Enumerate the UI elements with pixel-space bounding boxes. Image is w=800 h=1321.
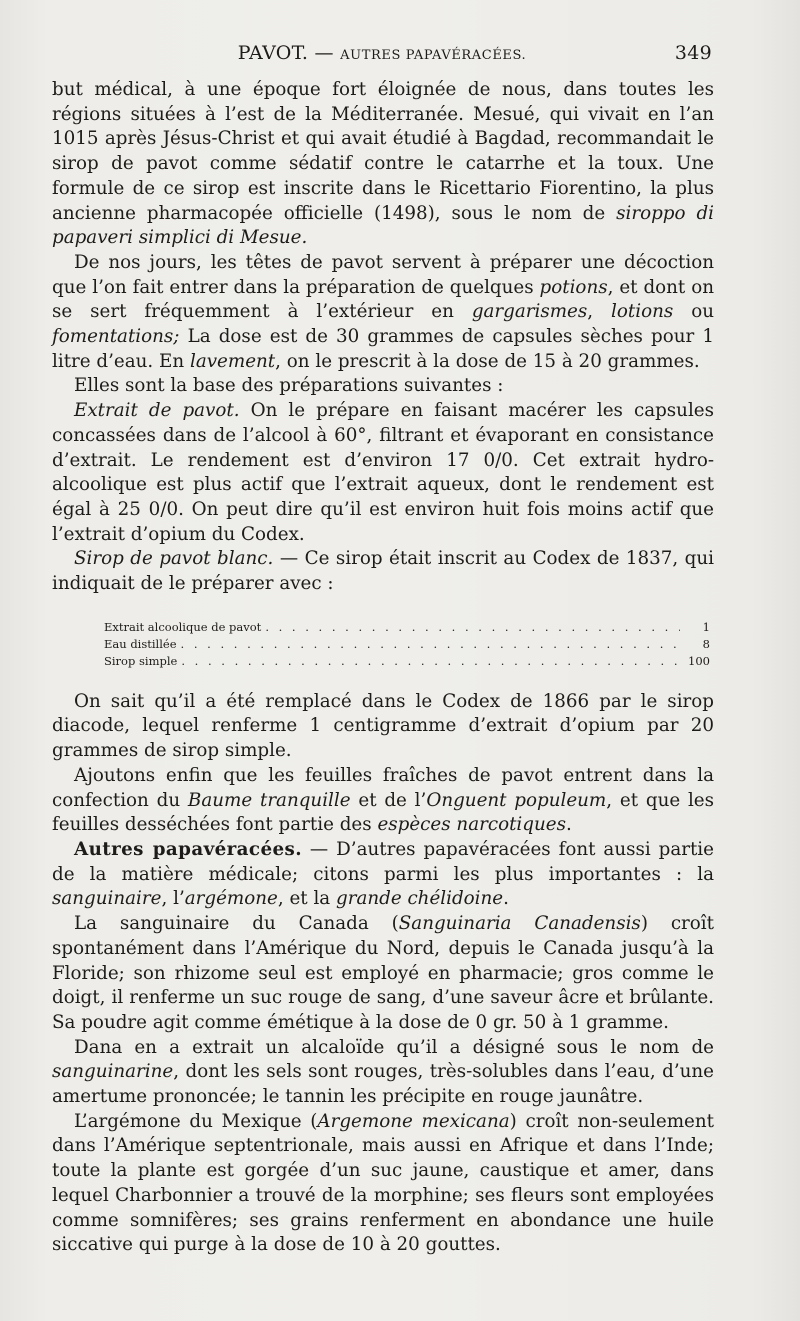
paragraph-argemone: L’argémone du Mexique (Argemone mexicana) croît non-seulement dans l’Amérique septentrionale, mais aussi en Afrique et dans l’Inde; toute la plante est gorgée d’un suc jaune, caustique et amer, dans lequel Charbonnier a trouvé de la morphine; ses fleurs sont employées comme somnifères; ses grains renferment en abondance une huile siccative qui purge à la dose de 10 à 20 gouttes. (52, 1110, 714, 1256)
dot-leader (181, 653, 680, 670)
dot-leader (181, 636, 680, 653)
paragraph-sanguinaire: La sanguinaire du Canada (Sanguinaria Canadensis) croît spontanément dans l’Amérique du Nord, depuis le Canada jusqu’à la Floride; son rhizome seul est employé en pharmacie; gros comme le doigt, il renferme un suc rouge de sang, d’une saveur âcre et brûlante. Sa poudre agit comme émétique à la dose de 0 gr. 50 à 1 gramme. (52, 913, 714, 1033)
recipe-row (104, 636, 710, 653)
running-title-sub: AUTRES PAPAVÉRACÉES. (340, 48, 527, 63)
paragraph-extrait-de-pavot: Extrait de pavot. On le prépare en faisant macérer les capsules concassées dans de l’alcool à 60°, filtrant et évaporant en consistance d’extrait. Le rendement est d’environ 17 0/0. Cet extrait hydro-alcoolique est plus actif que l’extrait aqueux, dont le rendement est égal à 25 0/0. On peut dire qu’il est environ huit fois moins actif que l’extrait d’opium du Codex. (52, 400, 714, 545)
paragraph-mesue: but médical, à une époque fort éloignée de nous, dans toutes les régions situées à l’est de la Méditerranée. Mesué, qui vivait en l’an 1015 après Jésus-Christ et qui avait étudié à Bagdad, recommandait le sirop de pavot comme sédatif contre le catarrhe et la toux. Une formule de ce sirop est inscrite dans le Ricettario Fiorentino, la plus ancienne pharmacopée officielle (1498), sous le nom de siroppo di papaveri simplici di Mesue. (52, 79, 715, 249)
recipe-quantity: 1 (702, 619, 710, 634)
recipe-row (104, 653, 710, 670)
recipe-quantity: 8 (702, 636, 710, 651)
section-heading: Autres papavéracées. (74, 838, 302, 860)
dot-leader (265, 619, 680, 636)
recipe-ingredient: Eau distillée (104, 636, 177, 651)
running-title (52, 42, 712, 64)
recipe-ingredient: Sirop simple (104, 653, 178, 668)
paragraph-feuilles: Ajoutons enfin que les feuilles fraîches de pavot entrent dans la confection du Baume tranquille et de l’Onguent populeum, et que les feuilles desséchées font partie des espèces narcotiques. (52, 764, 715, 836)
paragraph-preparations-intro: Elles sont la base des préparations suivantes : (74, 375, 504, 397)
running-title-main: PAVOT. — (237, 42, 334, 64)
page-body (52, 78, 714, 1258)
paragraph-codex-1866: On sait qu’il a été remplacé dans le Codex de 1866 par le sirop diacode, lequel renferme 1 centigramme d’extrait d’opium par 20 grammes de sirop simple. (52, 690, 714, 762)
paragraph-autres-papaveracees: Autres papavéracées. — D’autres papavéracées font aussi partie de la matière médicale; citons parmi les plus importantes : la sanguinaire, l’argémone, et la grande chélidoine. (52, 838, 714, 910)
recipe-row (104, 619, 710, 636)
running-header (52, 42, 712, 72)
recipe-quantity: 100 (688, 653, 710, 668)
recipe-table (104, 619, 710, 670)
page-number: 349 (674, 42, 712, 64)
paragraph-sirop-de-pavot: Sirop de pavot blanc. — Ce sirop était inscrit au Codex de 1837, qui indiquait de le préparer avec : (52, 548, 715, 595)
paragraph-sanguinarine: Dana en a extrait un alcaloïde qu’il a désigné sous le nom de sanguinarine, dont les sels sont rouges, très-solubles dans l’eau, d’une amertume prononcée; le tannin les précipite en rouge jaunâtre. (52, 1036, 714, 1108)
recipe-ingredient: Extrait alcoolique de pavot (104, 619, 262, 634)
paragraph-decoction: De nos jours, les têtes de pavot servent à préparer une décoction que l’on fait entrer dans la préparation de quelques potions, et dont on se sert fréquemment à l’extérieur en gargarismes, lotions ou fomentations; La dose est de 30 grammes de capsules sèches pour 1 litre d’eau. En lavement, on le prescrit à la dose de 15 à 20 grammes. (52, 251, 715, 372)
